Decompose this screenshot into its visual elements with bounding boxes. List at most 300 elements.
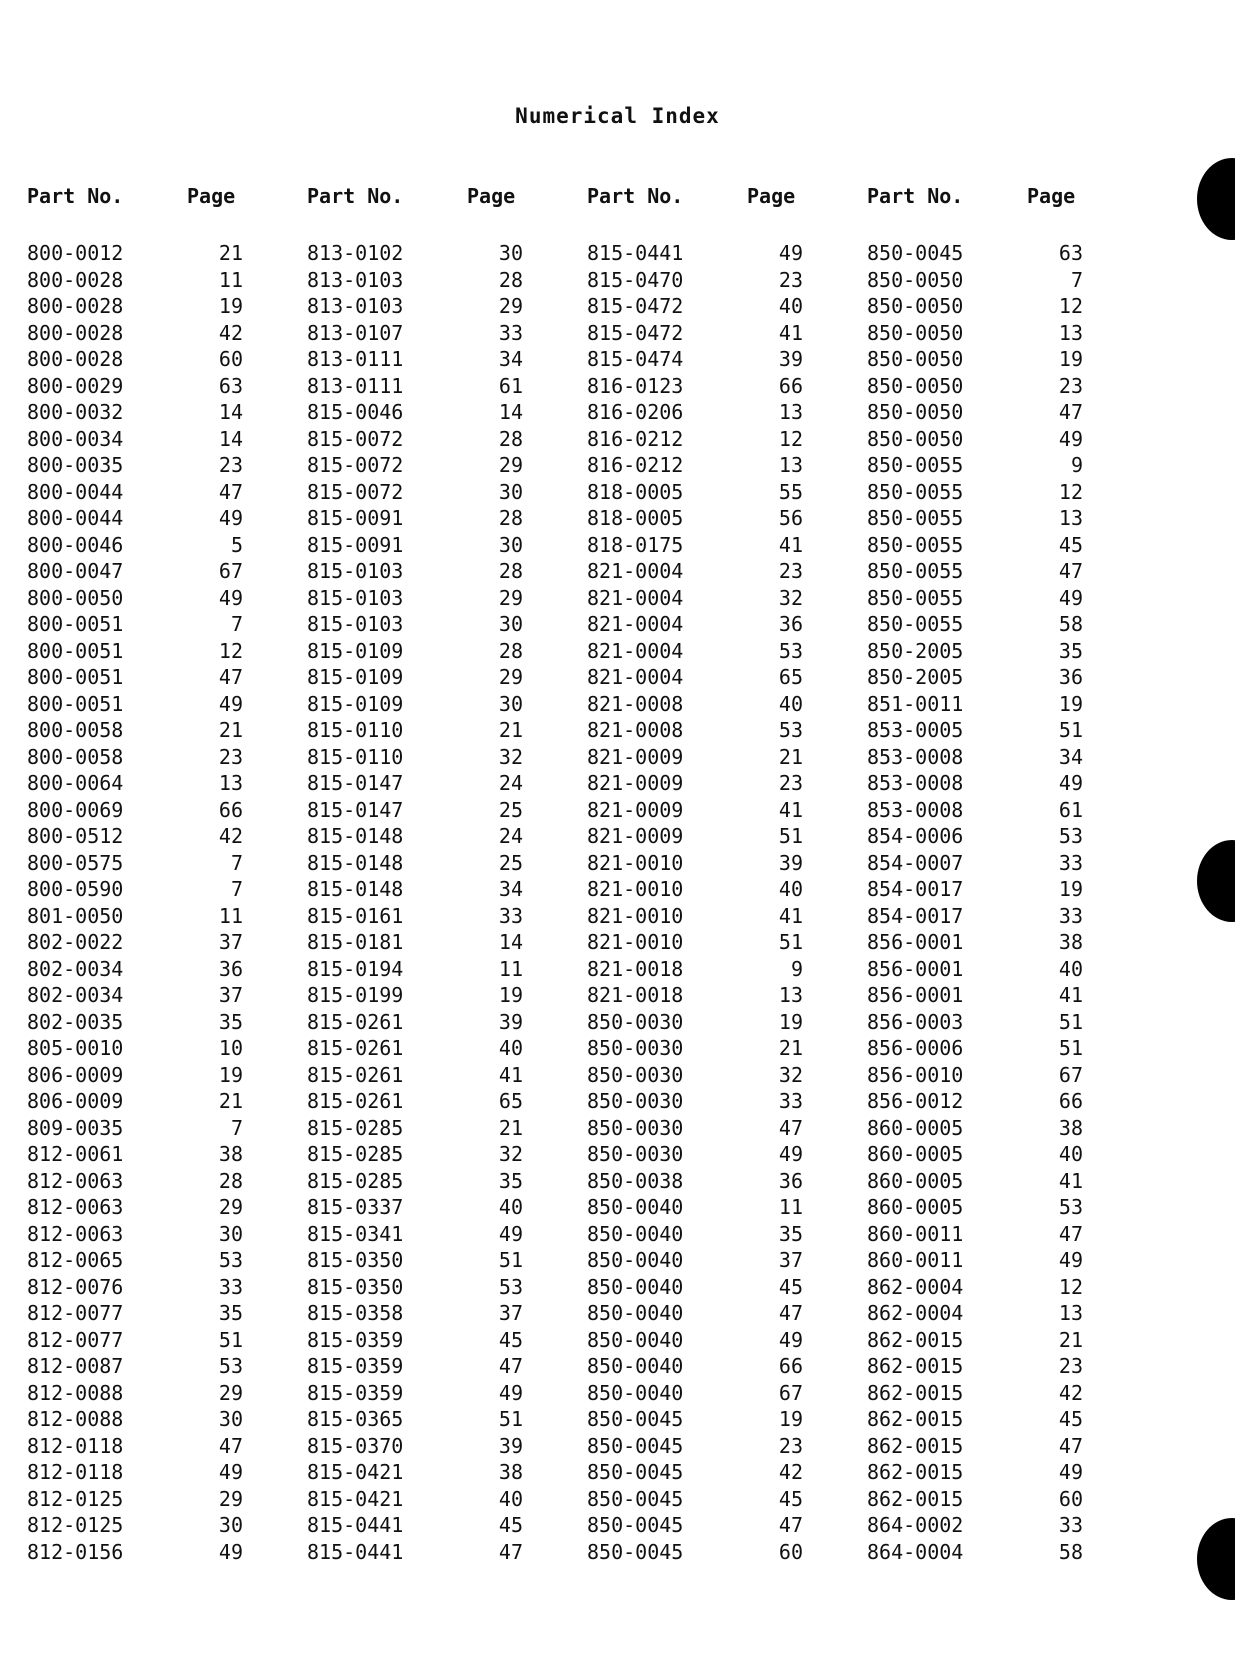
index-row (307, 1088, 607, 1115)
index-row (27, 452, 327, 479)
index-row (867, 823, 1167, 850)
index-row (587, 1062, 887, 1089)
part-number: 850-0055 (867, 612, 964, 636)
page-number: 49 (498, 1221, 523, 1246)
part-number: 800-0034 (27, 426, 124, 451)
part-number: 813-0103 (307, 294, 404, 318)
index-row (867, 1353, 1167, 1380)
index-row (307, 585, 607, 612)
page-number: 30 (218, 1407, 243, 1431)
part-number: 850-0050 (867, 400, 964, 424)
page-number: 49 (218, 506, 243, 530)
part-number: 812-0125 (27, 1513, 124, 1537)
page-number: 41 (1058, 983, 1083, 1007)
index-row (27, 638, 327, 665)
page-number: 35 (218, 1009, 243, 1034)
page-number: 25 (498, 850, 523, 875)
index-row (27, 1168, 327, 1195)
page-number: 49 (1058, 426, 1083, 451)
part-number: 815-0441 (587, 241, 684, 265)
page-number: 41 (498, 1062, 523, 1087)
index-row (307, 267, 607, 294)
page-number: 21 (218, 241, 243, 265)
index-row (27, 1247, 327, 1274)
page-number: 30 (498, 479, 523, 504)
index-row (867, 1194, 1167, 1221)
part-number: 850-0040 (587, 1327, 684, 1352)
index-column-3 (587, 184, 887, 1564)
part-number: 815-0441 (307, 1513, 404, 1537)
page-number: 53 (1058, 1195, 1083, 1219)
page-number: 32 (498, 1142, 523, 1166)
part-number: 812-0077 (27, 1327, 124, 1352)
index-row (587, 797, 887, 824)
index-row (867, 1088, 1167, 1115)
part-number: 812-0063 (27, 1195, 124, 1219)
part-number: 818-0175 (587, 532, 684, 557)
part-number: 812-0118 (27, 1433, 124, 1458)
page-number: 47 (778, 1513, 803, 1537)
index-row (867, 982, 1167, 1009)
index-row (587, 1035, 887, 1062)
part-number: 812-0088 (27, 1380, 124, 1405)
part-number: 856-0012 (867, 1089, 964, 1113)
index-row (27, 320, 327, 347)
index-row (867, 1168, 1167, 1195)
index-row (307, 293, 607, 320)
index-row (867, 1539, 1167, 1566)
page-number: 47 (778, 1115, 803, 1140)
page-number: 13 (1058, 320, 1083, 345)
part-number: 821-0010 (587, 877, 684, 901)
index-row (587, 1221, 887, 1248)
part-number: 815-0261 (307, 1062, 404, 1087)
index-row (867, 903, 1167, 930)
part-number: 815-0365 (307, 1407, 404, 1431)
index-row (307, 1327, 607, 1354)
part-number: 800-0050 (27, 585, 124, 610)
part-number: 853-0008 (867, 797, 964, 822)
part-number: 813-0102 (307, 241, 404, 265)
page-number: 10 (218, 1036, 243, 1060)
page-number: 39 (498, 1433, 523, 1458)
part-number: 850-0045 (587, 1407, 684, 1431)
column-header (307, 184, 607, 212)
index-row (587, 1009, 887, 1036)
page-number: 12 (1058, 294, 1083, 318)
page-number: 40 (498, 1195, 523, 1219)
part-number: 850-0050 (867, 267, 964, 292)
page-number: 42 (1058, 1380, 1083, 1405)
part-number: 815-0285 (307, 1115, 404, 1140)
page-number: 34 (498, 877, 523, 901)
part-number: 815-0472 (587, 320, 684, 345)
binder-hole (1197, 158, 1235, 240)
page-number: 30 (218, 1513, 243, 1537)
page-number: 35 (778, 1221, 803, 1246)
part-number: 862-0015 (867, 1327, 964, 1352)
part-number: 854-0017 (867, 903, 964, 928)
page-number: 36 (1058, 665, 1083, 689)
part-number: 860-0011 (867, 1221, 964, 1246)
part-number: 815-0103 (307, 559, 404, 583)
index-row (867, 267, 1167, 294)
page-number: 41 (778, 532, 803, 557)
part-number: 816-0123 (587, 373, 684, 398)
index-row (867, 346, 1167, 373)
page-number: 47 (498, 1354, 523, 1378)
index-row (27, 1115, 327, 1142)
page-number: 47 (1058, 1221, 1083, 1246)
index-row (27, 1486, 327, 1513)
part-number: 800-0064 (27, 771, 124, 795)
index-row (587, 638, 887, 665)
index-row (27, 346, 327, 373)
part-number: 816-0206 (587, 400, 684, 424)
page-number: 32 (778, 585, 803, 610)
index-row (867, 1247, 1167, 1274)
part-number: 800-0058 (27, 744, 124, 769)
part-number: 853-0008 (867, 771, 964, 795)
index-row (27, 240, 327, 267)
part-number: 850-0045 (587, 1539, 684, 1564)
part-number: 860-0011 (867, 1248, 964, 1272)
index-row (587, 982, 887, 1009)
index-row (867, 1512, 1167, 1539)
index-row (587, 373, 887, 400)
part-number: 812-0087 (27, 1354, 124, 1378)
index-row (27, 1512, 327, 1539)
page-number: 45 (1058, 1407, 1083, 1431)
part-number: 800-0047 (27, 559, 124, 583)
part-number: 860-0005 (867, 1195, 964, 1219)
index-row (867, 717, 1167, 744)
index-row (27, 399, 327, 426)
page-number: 33 (218, 1274, 243, 1299)
page-number: 13 (218, 771, 243, 795)
index-rows (27, 240, 327, 1565)
part-number: 800-0069 (27, 797, 124, 822)
page-number: 29 (218, 1486, 243, 1511)
page-number: 21 (218, 718, 243, 742)
part-number: 856-0001 (867, 930, 964, 954)
part-number: 815-0474 (587, 347, 684, 371)
page-number: 23 (778, 267, 803, 292)
index-row (587, 823, 887, 850)
index-row (867, 1459, 1167, 1486)
index-row (587, 240, 887, 267)
page-number: 9 (1070, 453, 1083, 477)
page-number: 58 (1058, 1539, 1083, 1564)
page-number: 45 (1058, 532, 1083, 557)
index-row (587, 1433, 887, 1460)
page-number: 45 (498, 1327, 523, 1352)
index-row (867, 240, 1167, 267)
page-number: 37 (218, 930, 243, 954)
page-number: 32 (498, 744, 523, 769)
index-row (307, 929, 607, 956)
page-number: 28 (498, 559, 523, 583)
index-row (867, 558, 1167, 585)
page-number: 33 (498, 903, 523, 928)
part-number: 802-0034 (27, 983, 124, 1007)
page-number: 51 (1058, 718, 1083, 742)
index-row (587, 664, 887, 691)
index-row (307, 373, 607, 400)
index-row (27, 823, 327, 850)
page-number: 49 (218, 1460, 243, 1484)
part-number: 850-0055 (867, 453, 964, 477)
index-row (587, 1406, 887, 1433)
index-row (867, 956, 1167, 983)
part-number: 860-0005 (867, 1142, 964, 1166)
part-number: 821-0018 (587, 983, 684, 1007)
index-row (307, 903, 607, 930)
part-number: 815-0285 (307, 1168, 404, 1193)
part-number: 815-0147 (307, 797, 404, 822)
page-number: 67 (778, 1380, 803, 1405)
page-number: 21 (218, 1089, 243, 1113)
page-number: 36 (218, 956, 243, 981)
part-number: 850-0050 (867, 426, 964, 451)
page-number: 49 (218, 1539, 243, 1564)
part-number: 813-0111 (307, 347, 404, 371)
page-number: 19 (1058, 691, 1083, 716)
index-row (867, 876, 1167, 903)
part-number: 802-0034 (27, 956, 124, 981)
page-number: 28 (498, 506, 523, 530)
page-number: 29 (218, 1195, 243, 1219)
part-number: 812-0156 (27, 1539, 124, 1564)
part-number: 815-0341 (307, 1221, 404, 1246)
page-number: 23 (1058, 373, 1083, 398)
part-number: 800-0512 (27, 824, 124, 848)
index-row (867, 638, 1167, 665)
page-number: 33 (498, 320, 523, 345)
index-row (867, 1406, 1167, 1433)
page-number: 7 (230, 877, 243, 901)
part-number: 821-0008 (587, 691, 684, 716)
page-number: 66 (778, 373, 803, 398)
index-row (307, 638, 607, 665)
page-number: 5 (230, 532, 243, 557)
page-number: 23 (218, 453, 243, 477)
index-row (867, 691, 1167, 718)
index-row (27, 1088, 327, 1115)
index-row (867, 373, 1167, 400)
part-number: 802-0035 (27, 1009, 124, 1034)
index-row (867, 797, 1167, 824)
page-number: 21 (498, 718, 523, 742)
index-row (27, 1274, 327, 1301)
page-number: 53 (218, 1248, 243, 1272)
index-row (307, 1512, 607, 1539)
page-number: 40 (778, 691, 803, 716)
page-number: 47 (1058, 400, 1083, 424)
part-number: 850-0040 (587, 1354, 684, 1378)
part-number: 812-0061 (27, 1142, 124, 1166)
page-number: 7 (230, 612, 243, 636)
page-number: 45 (498, 1513, 523, 1537)
part-number: 815-0110 (307, 744, 404, 769)
page-number: 24 (498, 824, 523, 848)
index-row (587, 1380, 887, 1407)
part-number: 812-0118 (27, 1460, 124, 1484)
part-number: 801-0050 (27, 903, 124, 928)
part-number: 850-0040 (587, 1195, 684, 1219)
index-row (867, 1327, 1167, 1354)
page-number: 53 (778, 718, 803, 742)
index-row (307, 691, 607, 718)
page-number: 63 (1058, 241, 1083, 265)
index-row (867, 664, 1167, 691)
page-number: 40 (1058, 956, 1083, 981)
part-number: 854-0006 (867, 824, 964, 848)
index-row (587, 505, 887, 532)
page-number: 14 (498, 930, 523, 954)
page-number: 38 (1058, 1115, 1083, 1140)
page-number: 30 (498, 691, 523, 716)
index-row (587, 399, 887, 426)
page-number: 30 (498, 241, 523, 265)
index-row (307, 1300, 607, 1327)
part-number: 815-0072 (307, 453, 404, 477)
page-number: 47 (218, 1433, 243, 1458)
index-row (587, 1327, 887, 1354)
part-number: 821-0004 (587, 612, 684, 636)
part-number: 800-0028 (27, 267, 124, 292)
page-number: 65 (778, 665, 803, 689)
index-row (867, 1035, 1167, 1062)
part-number: 850-0040 (587, 1380, 684, 1405)
index-row (867, 611, 1167, 638)
index-row (587, 770, 887, 797)
index-row (867, 1141, 1167, 1168)
page-number: 42 (218, 824, 243, 848)
page-number: 60 (218, 347, 243, 371)
index-column-2 (307, 184, 607, 1564)
page-number: 51 (218, 1327, 243, 1352)
part-number: 821-0010 (587, 850, 684, 875)
part-number: 862-0015 (867, 1407, 964, 1431)
part-number: 800-0058 (27, 718, 124, 742)
index-row (307, 505, 607, 532)
index-row (307, 346, 607, 373)
page-number: 14 (498, 400, 523, 424)
page-number: 35 (498, 1168, 523, 1193)
page-number: 49 (1058, 1460, 1083, 1484)
part-number: 850-0038 (587, 1168, 684, 1193)
page-number: 41 (778, 903, 803, 928)
part-number: 815-0359 (307, 1327, 404, 1352)
part-number: 850-0040 (587, 1221, 684, 1246)
index-row (867, 320, 1167, 347)
index-row (587, 691, 887, 718)
part-number: 805-0010 (27, 1036, 124, 1060)
page-number: 47 (778, 1301, 803, 1325)
page-number: 60 (778, 1539, 803, 1564)
index-row (307, 1221, 607, 1248)
page-number: 51 (498, 1407, 523, 1431)
index-row (867, 1380, 1167, 1407)
index-row (307, 1486, 607, 1513)
part-number: 862-0015 (867, 1354, 964, 1378)
part-number: 850-0030 (587, 1089, 684, 1113)
page-number: 30 (498, 612, 523, 636)
page-number: 40 (778, 877, 803, 901)
index-row (307, 611, 607, 638)
part-number: 800-0044 (27, 506, 124, 530)
index-row (27, 717, 327, 744)
page-number: 38 (498, 1460, 523, 1484)
index-row (587, 1141, 887, 1168)
part-number: 815-0110 (307, 718, 404, 742)
part-number: 862-0015 (867, 1460, 964, 1484)
page-number: 40 (1058, 1142, 1083, 1166)
part-number: 850-0045 (587, 1486, 684, 1511)
index-row (587, 1512, 887, 1539)
page-title: Numerical Index (515, 104, 720, 128)
part-number: 800-0046 (27, 532, 124, 557)
part-number: 856-0001 (867, 956, 964, 981)
page-number: 66 (778, 1354, 803, 1378)
index-row (27, 1539, 327, 1566)
index-row (867, 399, 1167, 426)
page-number: 37 (498, 1301, 523, 1325)
page-number: 29 (218, 1380, 243, 1405)
index-row (867, 426, 1167, 453)
part-number: 802-0022 (27, 930, 124, 954)
part-number: 821-0009 (587, 771, 684, 795)
index-row (587, 426, 887, 453)
page-number: 14 (218, 426, 243, 451)
part-number: 862-0015 (867, 1433, 964, 1458)
page-number: 47 (1058, 1433, 1083, 1458)
index-row (27, 929, 327, 956)
page-number: 39 (778, 850, 803, 875)
part-number: 813-0107 (307, 320, 404, 345)
index-row (27, 1433, 327, 1460)
part-number: 813-0103 (307, 267, 404, 292)
index-row (27, 1406, 327, 1433)
part-number: 850-0055 (867, 559, 964, 583)
index-row (587, 850, 887, 877)
index-row (587, 293, 887, 320)
part-number: 812-0077 (27, 1301, 124, 1325)
part-number: 850-0030 (587, 1036, 684, 1060)
part-number: 862-0015 (867, 1380, 964, 1405)
page-number: 21 (498, 1115, 523, 1140)
part-number: 815-0147 (307, 771, 404, 795)
part-number: 815-0103 (307, 585, 404, 610)
part-number: 815-0350 (307, 1274, 404, 1299)
part-number: 850-0050 (867, 320, 964, 345)
part-number: 850-0050 (867, 294, 964, 318)
page-number: 28 (498, 267, 523, 292)
page-number: 28 (498, 426, 523, 451)
part-number: 809-0035 (27, 1115, 124, 1140)
page-number: 40 (778, 294, 803, 318)
part-number: 851-0011 (867, 691, 964, 716)
index-row (587, 744, 887, 771)
part-number: 815-0261 (307, 1089, 404, 1113)
index-row (307, 1433, 607, 1460)
index-row (867, 1433, 1167, 1460)
part-number: 816-0212 (587, 453, 684, 477)
page-number: 12 (1058, 1274, 1083, 1299)
index-row (307, 717, 607, 744)
page-number: 23 (778, 1433, 803, 1458)
